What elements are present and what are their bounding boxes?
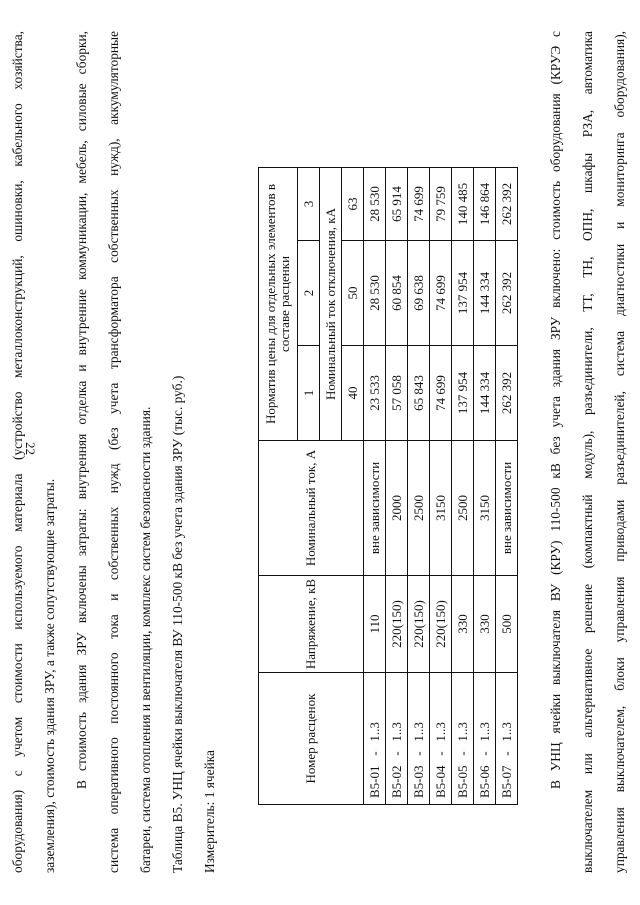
row-voltage: 500 [496, 576, 518, 673]
row-value-1: 74 699 [430, 346, 452, 441]
paragraph-1-line-1: оборудования) с учетом стоимости используемого материала (устройство металлоконструкций, ошиновки, кабельного хозяйства, [10, 31, 25, 873]
row-value-2: 28 530 [364, 241, 386, 346]
row-value-3: 79 759 [430, 168, 452, 241]
table-row [430, 168, 452, 805]
row-value-1: 262 392 [496, 346, 518, 441]
row-value-3: 140 485 [452, 168, 474, 241]
row-code: В5-01 - 1..3 [364, 673, 386, 805]
row-code: В5-02 - 1..3 [386, 673, 408, 805]
table-row [364, 168, 386, 805]
table-row [408, 168, 430, 805]
table-unit: Измеритель: 1 ячейка [202, 750, 217, 873]
row-current: вне зависимости [364, 441, 386, 576]
row-voltage: 330 [474, 576, 496, 673]
header-voltage: Напряжение, кВ [259, 576, 364, 673]
row-value-1: 144 334 [474, 346, 496, 441]
row-voltage: 220(150) [430, 576, 452, 673]
paragraph-2-line-3: батареи, система отопления и вентиляции, комплекс систем безопасности здания. [138, 406, 153, 873]
row-value-3: 146 864 [474, 168, 496, 241]
row-voltage: 330 [452, 576, 474, 673]
row-value-3: 262 392 [496, 168, 518, 241]
table-row [474, 168, 496, 805]
row-voltage: 220(150) [386, 576, 408, 673]
table-title: Таблица В5. УНЦ ячейки выключателя ВУ 110-500 кВ без учета здания ЗРУ (тыс. руб.) [170, 375, 185, 873]
paragraph-3-line-2: выключателем или альтернативное решение (компактный модуль), разъединители, ТТ, ТН, ОПН, шкафы РЗА, автоматика [580, 31, 595, 873]
row-value-1: 137 954 [452, 346, 474, 441]
header-current: Номинальный ток, А [259, 441, 364, 576]
row-value-1: 57 058 [386, 346, 408, 441]
header-ka-3: 63 [342, 168, 364, 241]
row-code: В5-03 - 1..3 [408, 673, 430, 805]
paragraph-2-line-1: В стоимость здания ЗРУ включены затраты: внутренняя отделка и внутренние коммуникации, мебель, силовые сборки, [74, 31, 89, 789]
header-col-1: 1 [298, 346, 320, 441]
row-current: 3150 [474, 441, 496, 576]
paragraph-2-line-2: система оперативного постоянного тока и собственных нужд (без учета трансформатора собственных нужд), аккумуляторные [106, 31, 121, 873]
paragraph-3-line-1: В УНЦ ячейки выключателя ВУ (КРУ) 110-500 кВ без учета здания ЗРУ включено: стоимость оборудования (КРУЭ с [548, 31, 563, 789]
row-value-2: 262 392 [496, 241, 518, 346]
row-code: В5-04 - 1..3 [430, 673, 452, 805]
row-current: 3150 [430, 441, 452, 576]
header-ka-2: 50 [342, 241, 364, 346]
row-code: В5-07 - 1..3 [496, 673, 518, 805]
row-current: 2500 [452, 441, 474, 576]
header-breaking-current: Номинальный ток отключения, кА [320, 168, 342, 441]
page-number: 22 [23, 442, 38, 455]
header-norm: Норматив цены для отдельных элементов в составе расценки [259, 168, 298, 441]
row-value-2: 60 854 [386, 241, 408, 346]
row-voltage: 220(150) [408, 576, 430, 673]
table-row [452, 168, 474, 805]
row-value-2: 74 699 [430, 241, 452, 346]
row-current: 2500 [408, 441, 430, 576]
row-value-3: 74 699 [408, 168, 430, 241]
row-value-1: 65 843 [408, 346, 430, 441]
header-col-3: 3 [298, 168, 320, 241]
row-value-2: 69 638 [408, 241, 430, 346]
row-value-2: 144 334 [474, 241, 496, 346]
header-code: Номер расценок [259, 673, 364, 805]
row-code: В5-05 - 1..3 [452, 673, 474, 805]
row-code: В5-06 - 1..3 [474, 673, 496, 805]
header-col-2: 2 [298, 241, 320, 346]
table-row [496, 168, 518, 805]
row-voltage: 110 [364, 576, 386, 673]
row-value-1: 23 533 [364, 346, 386, 441]
paragraph-1-line-2: заземления), стоимость здания ЗРУ, а также сопутствующие затраты. [42, 478, 57, 873]
row-current: 2000 [386, 441, 408, 576]
price-table [258, 167, 518, 805]
row-value-2: 137 954 [452, 241, 474, 346]
paragraph-3-line-3: управления выключателем, блоки управления приводами разъединителей, система диагностики и мониторинга оборудования), [612, 31, 627, 873]
row-current: вне зависимости [496, 441, 518, 576]
row-value-3: 65 914 [386, 168, 408, 241]
table-row [386, 168, 408, 805]
row-value-3: 28 530 [364, 168, 386, 241]
header-ka-1: 40 [342, 346, 364, 441]
